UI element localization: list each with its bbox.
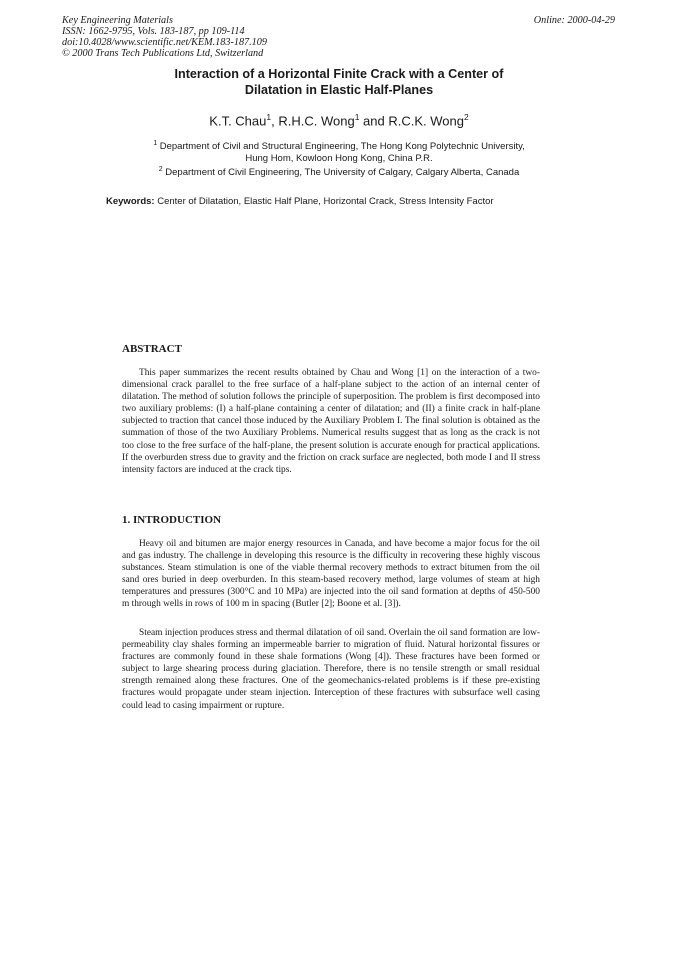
affiliation-1: [0, 138, 678, 165]
author-separator: and: [359, 113, 389, 129]
affiliation-line: [0, 138, 678, 153]
author-name: K.T. Chau: [209, 113, 267, 129]
author-separator: ,: [271, 113, 279, 129]
affiliation-text: Department of Civil and Structural Engineering, The Hong Kong Polytechnic University,: [159, 141, 525, 153]
author-name: R.H.C. Wong: [278, 113, 355, 129]
introduction-heading: 1. INTRODUCTION: [122, 514, 222, 526]
author-list: [0, 112, 678, 128]
affiliation-mark: 1: [153, 140, 158, 147]
keywords: [106, 196, 586, 207]
author-affiliation-mark: 1: [266, 112, 272, 122]
introduction-paragraph-2: Steam injection produces stress and thermal dilatation of oil sand. Overlain the oil sand formation are low-permeability clay shales forming an impermeable barrier to migration of fluid. Natural horizontal fissures or fractures are commonly found in these shale formations (Wong [4]). These fractures have been formed or subject to large shearing process during glaciation. Therefore, there is no tensile strength or small residual strength remained along these fractures. One of the geomechanics-related problems is if these pre-existing fractures would propagate under steam injection. Interception of these fractures with subsurface well casing could lead to casing impairment or rupture.: [122, 628, 540, 711]
author-affiliation-mark: 2: [463, 112, 469, 122]
title-line-2: Dilatation in Elastic Half-Planes: [244, 82, 434, 97]
affiliation-line: [0, 164, 678, 179]
online-date: Online: 2000-04-29: [533, 15, 615, 26]
author-affiliation-mark: 1: [354, 112, 360, 122]
journal-copyright: © 2000 Trans Tech Publications Ltd, Switzerland: [62, 48, 264, 60]
journal-info: [62, 15, 362, 59]
journal-name: Key Engineering Materials: [62, 15, 173, 26]
paper-title: [0, 67, 678, 98]
title-line-1: Interaction of a Horizontal Finite Crack with a Center of: [174, 67, 504, 81]
keywords-text: Center of Dilatation, Elastic Half Plane, Horizontal Crack, Stress Intensity Factor: [157, 196, 494, 207]
introduction-paragraph-1: Heavy oil and bitumen are major energy resources in Canada, and have become a major focus for the oil and gas industry. The challenge in developing this resource is the difficulty in recovering these highly viscous substances. Steam stimulation is one of the viable thermal recovery methods to extract bitumen from the oil sand ores buried in deep overburden. In this steam-based recovery method, large volumes of steam at high temperatures and pressures (300°C and 10 MPa) are injected into the oil sand formation at depths of 450-500 m through wells in rows of 100 m in spacing (Butler [2]; Boone et al. [3]).: [122, 539, 540, 610]
abstract-text: This paper summarizes the recent results obtained by Chau and Wong [1] on the interaction of a two-dimensional crack parallel to the free surface of a half-plane subject to the action of an internal center of dilatation. The method of solution follows the principle of superposition. The problem is first decomposed into two auxiliary problems: (I) a half-plane containing a center of dilatation; and (II) a finite crack in half-plane subjected to traction that cancel those induced by the Auxiliary Problem I. The final solution is obtained as the summation of those of the two Auxiliary Problems. Numerical results suggest that as long as the crack is not too close to the free surface of the half-plane, the present solution is accurate enough for practical applications. If the overburden stress due to gravity and the friction on crack surface are neglected, both mode I and II stress intensity factors are induced at the crack tips.: [122, 368, 540, 475]
affiliation-text: Department of Civil Engineering, The University of Calgary, Calgary Alberta, Canada: [165, 167, 520, 179]
keywords-label: Keywords:: [106, 196, 155, 207]
affiliation-2: [0, 164, 678, 179]
affiliation-line: Hung Hom, Kowloon Hong Kong, China P.R.: [245, 153, 433, 165]
affiliation-mark: 2: [158, 166, 163, 173]
journal-issn: ISSN: 1662-9795, Vols. 183-187, pp 109-114: [62, 26, 245, 38]
abstract-heading: ABSTRACT: [122, 343, 182, 355]
journal-doi: doi:10.4028/www.scientific.net/KEM.183-187.109: [62, 37, 267, 49]
author-name: R.C.K. Wong: [388, 113, 464, 129]
